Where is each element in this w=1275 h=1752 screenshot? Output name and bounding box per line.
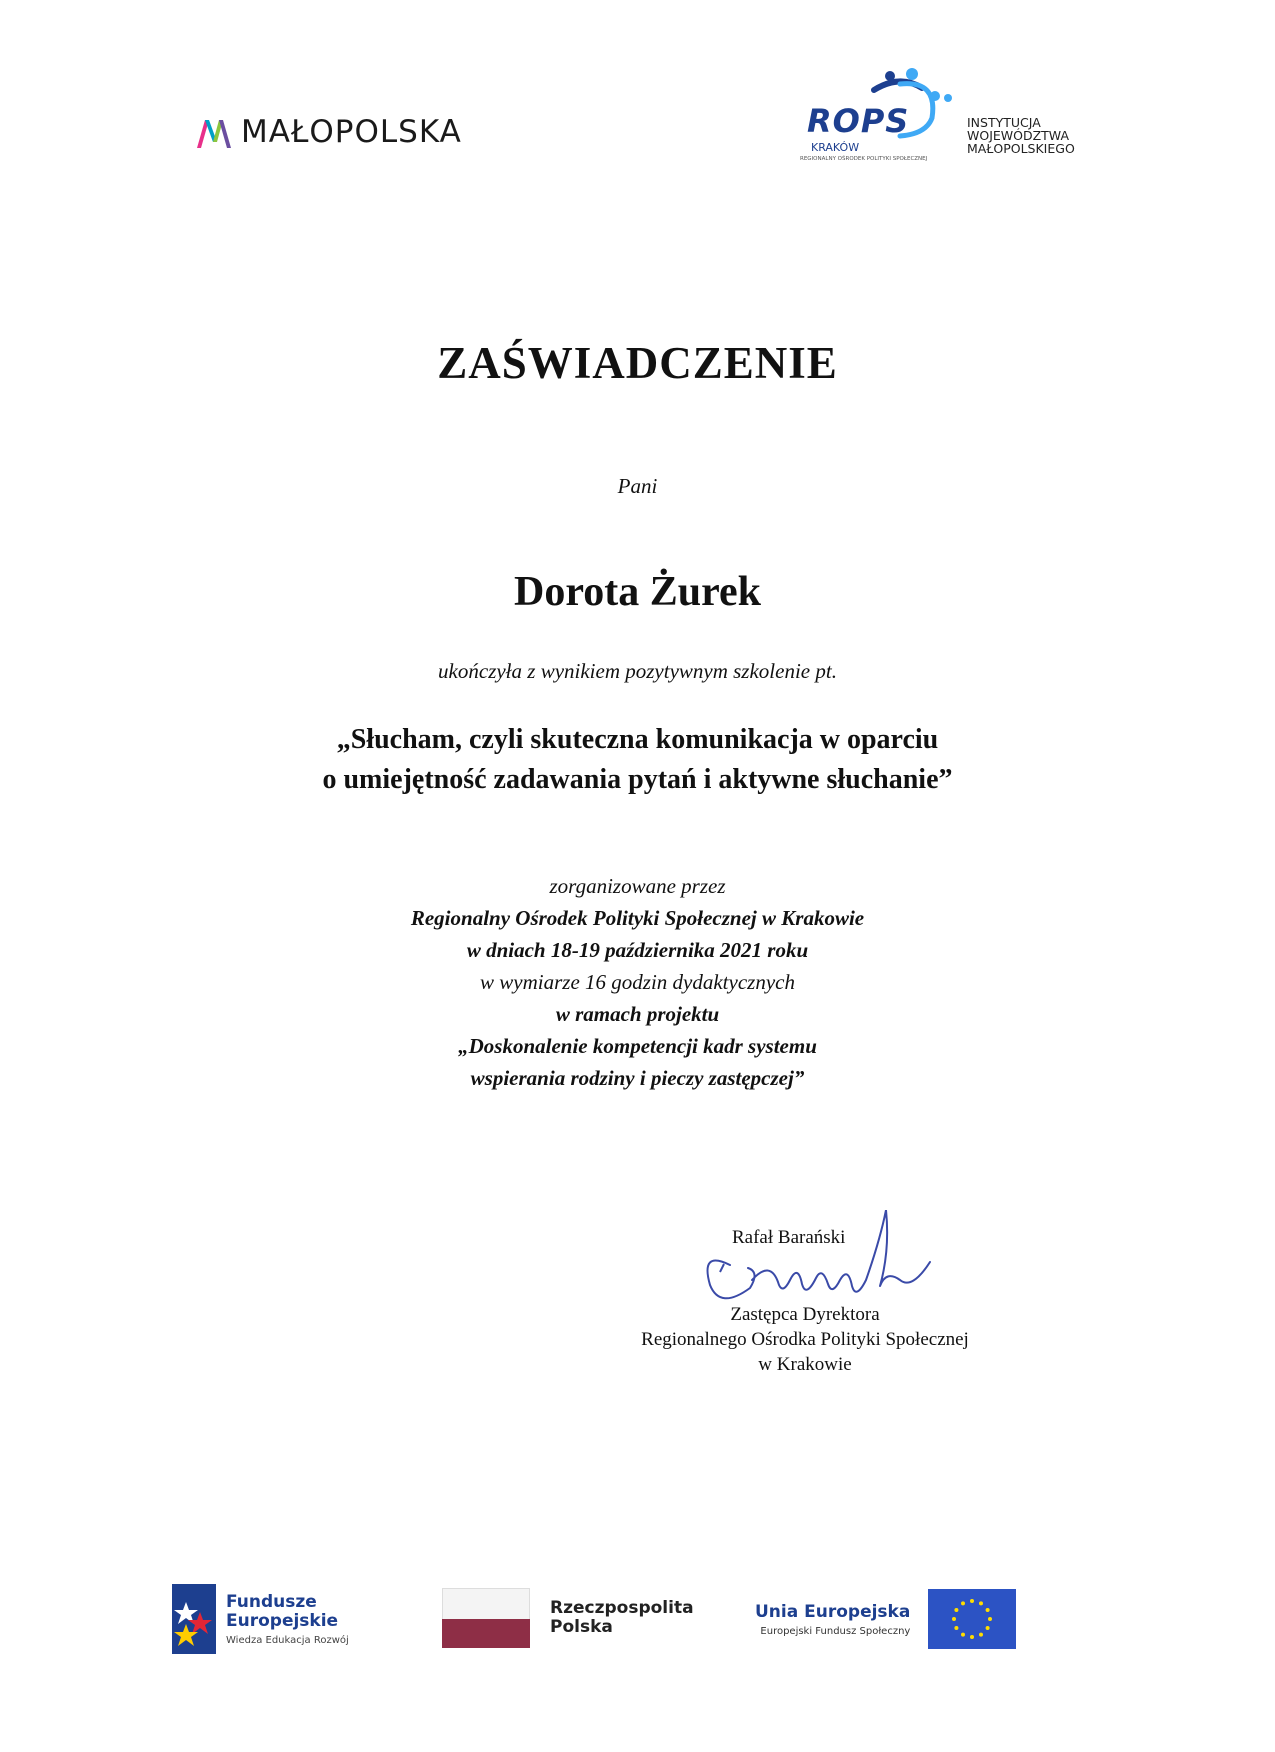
rp-line: Polska xyxy=(550,1617,613,1637)
signatory-org: w Krakowie xyxy=(758,1354,852,1375)
rops-institution-line: MAŁOPOLSKIEGO xyxy=(967,141,1075,156)
course-hours: w wymiarze 16 godzin dydaktycznych xyxy=(480,970,795,994)
recipient-name: Dorota Żurek xyxy=(514,569,761,615)
rops-institution-line: INSTYTUCJA xyxy=(967,115,1041,130)
fe-line: Fundusze xyxy=(226,1591,317,1612)
eu-star xyxy=(961,1633,965,1637)
eu-star xyxy=(970,1635,974,1639)
certificate-title: ZAŚWIADCZENIE xyxy=(437,338,838,388)
fe-tagline: Wiedza Edukacja Rozwój xyxy=(226,1634,349,1646)
fundusze-europejskie-logo xyxy=(172,1579,349,1659)
signatory-details xyxy=(560,1302,1050,1377)
salutation: Pani xyxy=(617,474,658,498)
course-dates: w dniach 18-19 października 2021 roku xyxy=(466,938,809,962)
rops-institution-line: WOJEWÓDZTWA xyxy=(967,128,1070,143)
rops-logo xyxy=(800,68,1100,178)
eu-star xyxy=(970,1599,974,1603)
project-title-line: wspierania rodziny i pieczy zastępczej” xyxy=(470,1066,805,1090)
rops-subtitle: REGIONALNY OŚRODEK POLITYKI SPOŁECZNEJ xyxy=(800,156,928,162)
rp-line: Rzeczpospolita xyxy=(550,1598,694,1618)
eu-star xyxy=(952,1617,956,1621)
fundusze-europejskie-text xyxy=(226,1593,349,1646)
signatory-role: Zastępca Dyrektora xyxy=(730,1304,880,1325)
course-title-line: „Słucham, czyli skuteczna komunikacja w oparciu xyxy=(336,724,939,755)
organized-by-label: zorganizowane przez xyxy=(549,874,726,898)
eu-star xyxy=(988,1617,992,1621)
course-title-line: o umiejętność zadawania pytań i aktywne słuchanie” xyxy=(322,764,953,795)
eu-star xyxy=(979,1633,983,1637)
project-intro: w ramach projektu xyxy=(555,1002,720,1026)
rp-text xyxy=(550,1599,694,1637)
eu-star xyxy=(961,1601,965,1605)
organizer-name: Regionalny Ośrodek Polityki Społecznej w Krakowie xyxy=(410,906,865,930)
signatory-org: Regionalnego Ośrodka Polityki Społecznej xyxy=(641,1329,969,1350)
rops-city: KRAKÓW xyxy=(811,141,860,154)
malopolska-logo xyxy=(193,112,462,152)
signatory-name: Rafał Barański xyxy=(732,1227,846,1248)
malopolska-wordmark: MAŁOPOLSKA xyxy=(241,114,462,150)
eu-star xyxy=(979,1601,983,1605)
malopolska-m-icon xyxy=(193,112,237,152)
fe-line: Europejskie xyxy=(226,1610,339,1631)
eu-flag-icon xyxy=(928,1589,1016,1649)
course-title xyxy=(0,720,1275,800)
eu-star xyxy=(955,1608,959,1612)
rops-institution xyxy=(967,116,1075,155)
eu-star xyxy=(986,1626,990,1630)
ue-text xyxy=(755,1602,910,1637)
ue-line: Unia Europejska xyxy=(755,1601,911,1622)
ue-fund: Europejski Fundusz Społeczny xyxy=(760,1625,911,1637)
project-title-line: „Doskonalenie kompetencji kadr systemu xyxy=(458,1034,817,1058)
unia-europejska-logo xyxy=(755,1588,1016,1650)
completion-statement: ukończyła z wynikiem pozytywnym szkolenie pt. xyxy=(438,659,837,683)
eu-star xyxy=(955,1626,959,1630)
fundusze-europejskie-icon xyxy=(172,1584,216,1654)
rzeczpospolita-polska-logo xyxy=(442,1588,694,1648)
rops-wordmark: ROPS xyxy=(807,102,910,140)
polish-flag-icon xyxy=(442,1588,530,1648)
organization-details xyxy=(0,870,1275,1094)
eu-star xyxy=(986,1608,990,1612)
